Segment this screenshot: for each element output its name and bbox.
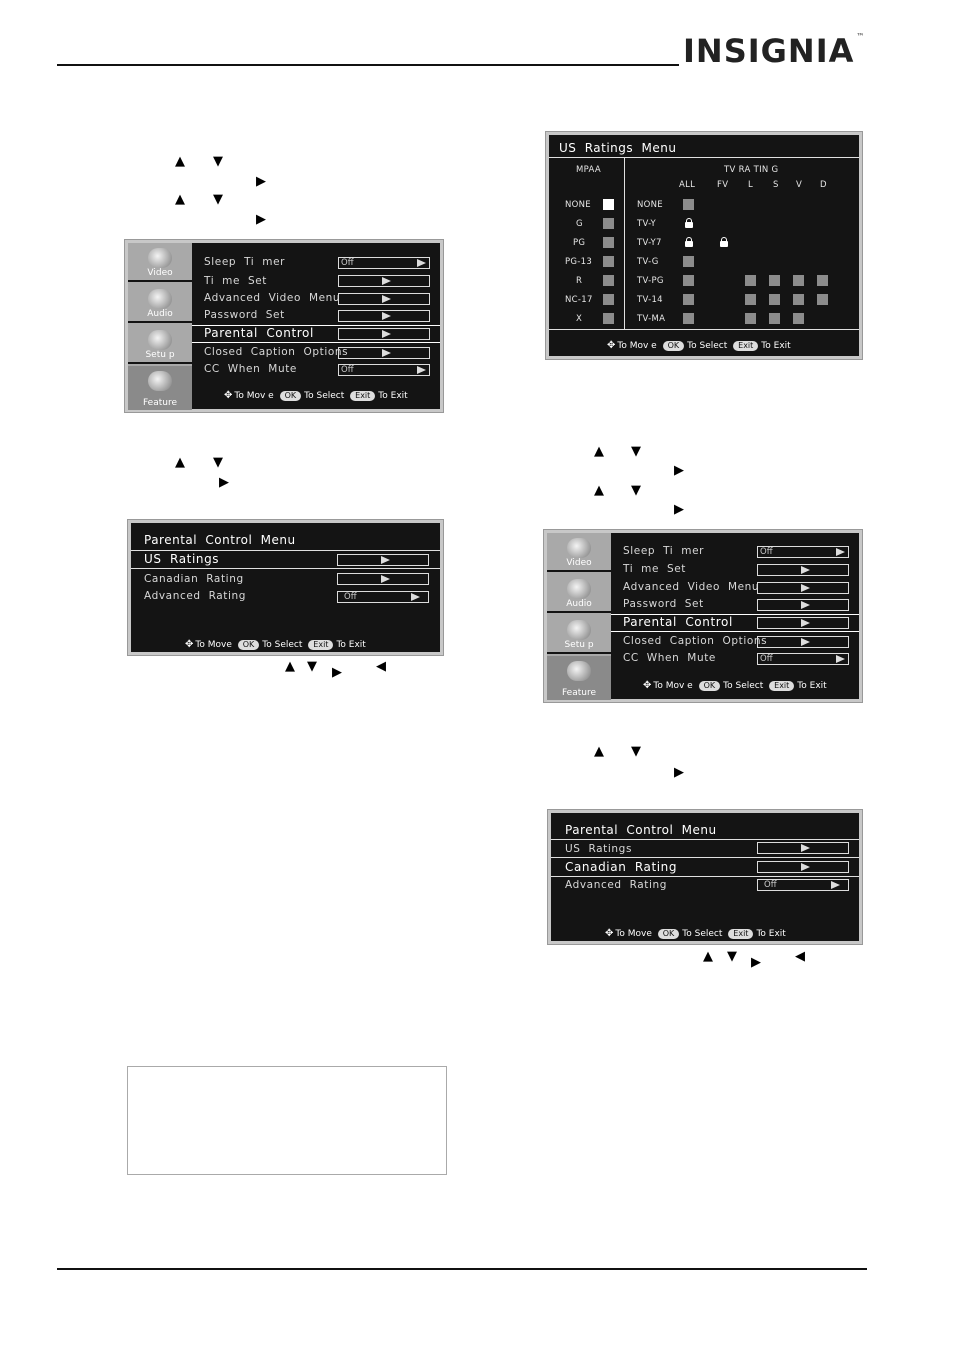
col-v: V <box>796 180 803 190</box>
up-arrow-icon: ▲ <box>285 659 295 674</box>
right-arrow-icon: ▶ <box>256 174 266 189</box>
right-arrow-icon: ▶ <box>256 212 266 227</box>
tv-g: TV-G <box>637 257 659 267</box>
menu-item-closed-caption[interactable]: Closed Caption Options <box>204 346 349 358</box>
ok-key-icon: OK <box>663 341 685 351</box>
title-divider <box>549 157 859 158</box>
cc-when-mute-value[interactable]: Off <box>338 364 430 376</box>
selection-divider <box>131 568 440 569</box>
mpaa-header: MPAA <box>576 165 601 175</box>
mpaa-nc17-box[interactable] <box>603 294 614 305</box>
left-arrow-icon: ◀ <box>376 659 386 674</box>
mpaa-x-box[interactable] <box>603 313 614 324</box>
menu-item-cc-when-mute[interactable]: CC When Mute <box>623 652 716 664</box>
nav-footer: ✥ To Mov e OK To Select Exit To Exit <box>224 390 408 401</box>
setup-menu-screen-right <box>543 529 863 703</box>
tv-14: TV-14 <box>637 295 663 305</box>
mpaa-none: NONE <box>565 200 591 210</box>
mpaa-r-box[interactable] <box>603 275 614 286</box>
tv-14-v-box[interactable] <box>793 294 804 305</box>
menu-item-advanced-rating[interactable]: Advanced Rating <box>565 879 668 891</box>
password-set-value[interactable] <box>338 310 430 322</box>
setup-icon <box>567 620 591 640</box>
right-arrow-icon: ▶ <box>674 765 684 780</box>
tv-ma-s-box[interactable] <box>769 313 780 324</box>
tv-none-all-box[interactable] <box>683 199 694 210</box>
password-set-value[interactable] <box>757 599 849 611</box>
audio-icon <box>567 579 591 599</box>
sleep-timer-value[interactable]: Off <box>757 546 849 558</box>
menu-item-sleep-timer[interactable]: Sleep Ti mer <box>204 256 286 268</box>
parental-control-value[interactable] <box>757 617 849 629</box>
menu-item-sleep-timer[interactable]: Sleep Ti mer <box>623 545 705 557</box>
menu-item-canadian-rating[interactable]: Canadian Rating <box>144 573 244 585</box>
time-set-value[interactable] <box>757 564 849 576</box>
menu-item-advanced-video[interactable]: Advanced Video Menu <box>204 292 341 304</box>
tv-none: NONE <box>637 200 663 210</box>
closed-caption-value[interactable] <box>338 347 430 359</box>
nav-footer: ✥ To Mov e OK To Select Exit To Exit <box>643 680 827 691</box>
feature-icon <box>567 661 591 681</box>
col-fv: FV <box>717 180 729 190</box>
us-ratings-value[interactable] <box>337 554 429 566</box>
menu-item-advanced-rating[interactable]: Advanced Rating <box>144 590 247 602</box>
setup-icon <box>148 330 172 350</box>
menu-item-parental-control[interactable]: Parental Control <box>204 326 314 340</box>
lock-icon[interactable] <box>684 237 693 246</box>
move-arrows-icon: ✥ <box>185 639 194 650</box>
tv-14-all-box[interactable] <box>683 294 694 305</box>
us-ratings-value[interactable] <box>757 842 849 854</box>
menu-item-time-set[interactable]: Ti me Set <box>204 275 268 287</box>
video-icon <box>567 538 591 558</box>
up-arrow-icon: ▲ <box>594 483 604 498</box>
sidebar-item-video[interactable]: Video <box>128 243 192 282</box>
move-arrows-icon: ✥ <box>643 680 652 691</box>
left-arrow-icon: ◀ <box>795 949 805 964</box>
insignia-logo: INSIGNIA ™ <box>683 32 866 70</box>
sleep-timer-value[interactable]: Off <box>338 257 430 269</box>
advanced-rating-value[interactable]: Off <box>337 591 429 603</box>
selection-divider <box>551 876 859 877</box>
video-icon <box>148 248 172 268</box>
mpaa-pg13-box[interactable] <box>603 256 614 267</box>
up-arrow-icon: ▲ <box>175 192 185 207</box>
exit-key-icon: Exit <box>733 341 758 351</box>
parental-control-value[interactable] <box>338 328 430 340</box>
us-ratings-title: US Ratings Menu <box>559 141 677 155</box>
setup-sidebar <box>128 243 192 409</box>
sidebar-item-feature[interactable]: Feature <box>547 656 611 700</box>
tv-pg-v-box[interactable] <box>793 275 804 286</box>
up-arrow-icon: ▲ <box>703 949 713 964</box>
mpaa-g: G <box>576 219 583 229</box>
sidebar-item-setup[interactable]: Setu p <box>128 325 192 364</box>
menu-item-advanced-video[interactable]: Advanced Video Menu <box>623 581 760 593</box>
col-s: S <box>773 180 779 190</box>
up-arrow-icon: ▲ <box>594 744 604 759</box>
menu-item-closed-caption[interactable]: Closed Caption Options <box>623 635 768 647</box>
menu-item-password-set[interactable]: Password Set <box>623 598 704 610</box>
down-arrow-icon: ▼ <box>213 192 223 207</box>
ok-key-icon: OK <box>699 681 721 691</box>
down-arrow-icon: ▼ <box>631 444 641 459</box>
nav-footer: ✥ To Mov e OK To Select Exit To Exit <box>607 340 791 351</box>
tv-pg-all-box[interactable] <box>683 275 694 286</box>
down-arrow-icon: ▼ <box>307 659 317 674</box>
tv-pg-d-box[interactable] <box>817 275 828 286</box>
down-arrow-icon: ▼ <box>213 455 223 470</box>
tv-14-l-box[interactable] <box>745 294 756 305</box>
right-arrow-icon: ▶ <box>219 475 229 490</box>
nav-footer: ✥ To Move OK To Select Exit To Exit <box>185 639 366 650</box>
lock-icon[interactable] <box>684 218 693 227</box>
tv-14-d-box[interactable] <box>817 294 828 305</box>
down-arrow-icon: ▼ <box>631 744 641 759</box>
up-arrow-icon: ▲ <box>594 444 604 459</box>
menu-item-us-ratings[interactable]: US Ratings <box>565 843 633 855</box>
exit-key-icon: Exit <box>769 681 794 691</box>
move-arrows-icon: ✥ <box>224 390 233 401</box>
up-arrow-icon: ▲ <box>175 154 185 169</box>
tv-pg: TV-PG <box>637 276 664 286</box>
sidebar-item-audio[interactable]: Audio <box>128 284 192 323</box>
sidebar-item-audio[interactable]: Audio <box>547 574 611 613</box>
sidebar-item-setup[interactable]: Setu p <box>547 615 611 654</box>
mpaa-pg: PG <box>573 238 586 248</box>
tv-ma-l-box[interactable] <box>745 313 756 324</box>
right-arrow-icon: ▶ <box>332 665 342 680</box>
sidebar-item-video[interactable]: Video <box>547 533 611 572</box>
mpaa-nc17: NC-17 <box>565 295 593 305</box>
advanced-rating-value[interactable]: Off <box>757 879 849 891</box>
feature-icon <box>148 371 172 391</box>
exit-key-icon: Exit <box>728 929 753 939</box>
move-arrows-icon: ✥ <box>605 928 614 939</box>
title-divider <box>131 550 440 551</box>
parental-menu-title: Parental Control Menu <box>565 823 717 837</box>
note-box <box>127 1066 447 1175</box>
mpaa-pg13: PG-13 <box>565 257 593 267</box>
canadian-rating-value[interactable] <box>757 861 849 873</box>
parental-menu-screen-left <box>127 519 444 656</box>
canadian-rating-value[interactable] <box>337 573 429 585</box>
down-arrow-icon: ▼ <box>213 154 223 169</box>
tv-ma: TV-MA <box>637 314 666 324</box>
tv-y7: TV-Y7 <box>637 238 662 248</box>
audio-icon <box>148 289 172 309</box>
column-divider <box>624 157 625 329</box>
mpaa-g-box[interactable] <box>603 218 614 229</box>
footer-divider <box>549 329 859 330</box>
col-l: L <box>748 180 754 190</box>
us-ratings-screen <box>545 131 863 360</box>
menu-item-parental-control[interactable]: Parental Control <box>623 615 733 629</box>
tv-g-all-box[interactable] <box>683 256 694 267</box>
col-all: ALL <box>679 180 696 190</box>
ok-key-icon: OK <box>658 929 680 939</box>
tv-ma-all-box[interactable] <box>683 313 694 324</box>
closed-caption-value[interactable] <box>757 636 849 648</box>
tv-14-s-box[interactable] <box>769 294 780 305</box>
down-arrow-icon: ▼ <box>631 483 641 498</box>
mpaa-none-box[interactable] <box>603 199 614 210</box>
exit-key-icon: Exit <box>350 391 375 401</box>
right-arrow-icon: ▶ <box>751 955 761 970</box>
tv-pg-l-box[interactable] <box>745 275 756 286</box>
up-arrow-icon: ▲ <box>175 455 185 470</box>
menu-item-time-set[interactable]: Ti me Set <box>623 563 687 575</box>
parental-menu-title: Parental Control Menu <box>144 533 296 547</box>
advanced-video-value[interactable] <box>338 293 430 305</box>
menu-item-cc-when-mute[interactable]: CC When Mute <box>204 363 297 375</box>
down-arrow-icon: ▼ <box>727 949 737 964</box>
footer-rule <box>57 1268 867 1270</box>
ok-key-icon: OK <box>280 391 302 401</box>
mpaa-x: X <box>576 314 583 324</box>
move-arrows-icon: ✥ <box>607 340 616 351</box>
menu-item-us-ratings[interactable]: US Ratings <box>144 552 220 566</box>
tv-rating-header: TV RA TIN G <box>724 165 779 175</box>
setup-sidebar <box>547 533 611 699</box>
advanced-video-value[interactable] <box>757 582 849 594</box>
right-arrow-icon: ▶ <box>674 463 684 478</box>
tv-pg-s-box[interactable] <box>769 275 780 286</box>
mpaa-r: R <box>576 276 583 286</box>
right-arrow-icon: ▶ <box>674 502 684 517</box>
col-d: D <box>820 180 827 190</box>
menu-item-canadian-rating[interactable]: Canadian Rating <box>565 860 678 874</box>
lock-icon[interactable] <box>719 237 728 246</box>
tv-y: TV-Y <box>637 219 656 229</box>
selection-divider <box>551 857 859 858</box>
ok-key-icon: OK <box>238 640 260 650</box>
exit-key-icon: Exit <box>308 640 333 650</box>
time-set-value[interactable] <box>338 275 430 287</box>
tv-ma-v-box[interactable] <box>793 313 804 324</box>
title-divider <box>551 839 859 840</box>
cc-when-mute-value[interactable]: Off <box>757 653 849 665</box>
menu-item-password-set[interactable]: Password Set <box>204 309 285 321</box>
mpaa-pg-box[interactable] <box>603 237 614 248</box>
setup-menu-screen-left <box>124 239 444 413</box>
header-rule <box>57 64 679 66</box>
sidebar-item-feature[interactable]: Feature <box>128 366 192 410</box>
parental-menu-screen-right <box>547 809 863 945</box>
nav-footer: ✥ To Move OK To Select Exit To Exit <box>605 928 786 939</box>
